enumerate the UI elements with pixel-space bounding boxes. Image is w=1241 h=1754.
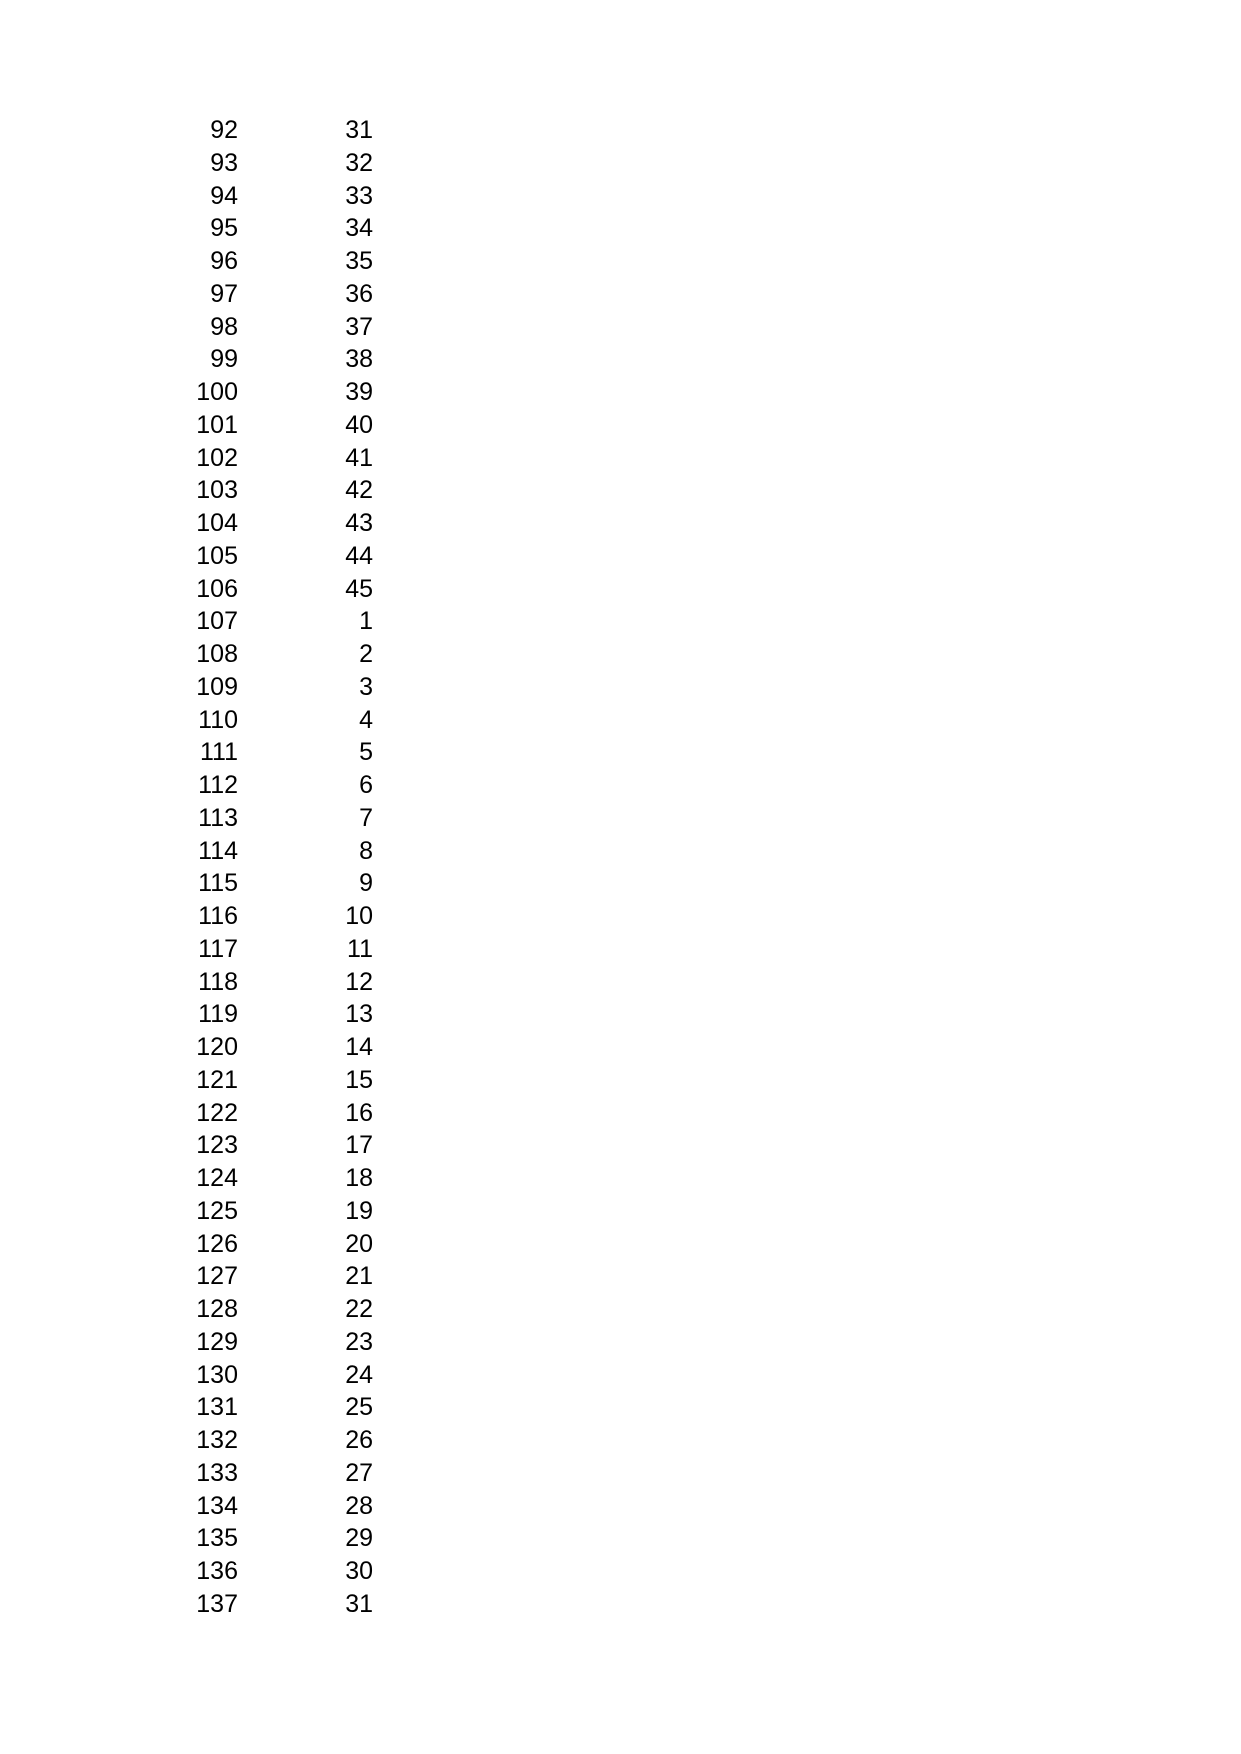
table-row — [0, 1391, 373, 1424]
left-number-cell: 96 — [210, 247, 238, 275]
table-row — [0, 802, 373, 835]
right-number-cell: 7 — [359, 803, 373, 832]
right-number-cell: 35 — [345, 247, 373, 275]
table-row — [0, 1490, 373, 1523]
right-number-cell: 40 — [345, 410, 373, 439]
left-number-cell: 131 — [196, 1393, 238, 1422]
table-row — [0, 442, 373, 475]
right-number-cell: 26 — [345, 1426, 373, 1454]
table-row — [0, 1326, 373, 1359]
right-number-cell: 15 — [345, 1065, 373, 1094]
table-row — [0, 376, 373, 409]
left-number-cell: 117 — [198, 934, 238, 963]
right-number-cell: 36 — [345, 279, 373, 308]
table-row — [0, 998, 373, 1031]
table-row — [0, 409, 373, 442]
left-number-cell: 123 — [196, 1131, 238, 1160]
left-number-cell: 136 — [196, 1557, 238, 1585]
table-row — [0, 507, 373, 540]
left-number-cell: 95 — [210, 214, 238, 243]
left-number-cell: 102 — [196, 443, 238, 472]
left-number-cell: 111 — [199, 738, 238, 767]
left-number-cell: 118 — [198, 967, 238, 996]
table-row — [0, 147, 373, 180]
right-number-cell: 34 — [345, 214, 373, 243]
left-number-cell: 125 — [196, 1196, 238, 1225]
left-number-cell: 130 — [196, 1360, 238, 1389]
left-number-cell: 126 — [196, 1229, 238, 1258]
table-row — [0, 1555, 373, 1588]
right-number-cell: 20 — [345, 1229, 373, 1258]
left-number-cell: 108 — [196, 640, 238, 668]
table-row — [0, 867, 373, 900]
right-number-cell: 44 — [345, 541, 373, 570]
left-number-cell: 92 — [210, 116, 238, 144]
table-row — [0, 671, 373, 704]
left-number-cell: 97 — [210, 279, 238, 308]
left-number-cell: 122 — [196, 1098, 238, 1127]
right-number-cell: 11 — [347, 934, 373, 963]
left-number-cell: 115 — [198, 869, 238, 898]
right-number-cell: 17 — [345, 1131, 373, 1160]
right-number-cell: 18 — [345, 1164, 373, 1192]
table-row — [0, 900, 373, 933]
left-number-cell: 105 — [196, 541, 238, 570]
left-number-cell: 112 — [198, 771, 238, 799]
right-number-cell: 13 — [345, 1000, 373, 1029]
left-number-cell: 135 — [196, 1524, 238, 1553]
table-row — [0, 1260, 373, 1293]
table-row — [0, 1129, 373, 1162]
table-row — [0, 966, 373, 999]
right-number-cell: 31 — [345, 116, 373, 144]
table-row — [0, 933, 373, 966]
table-row — [0, 605, 373, 638]
left-number-cell: 120 — [196, 1033, 238, 1061]
right-number-cell: 3 — [359, 672, 373, 701]
right-number-cell: 2 — [359, 640, 373, 668]
right-number-cell: 8 — [359, 836, 373, 865]
right-number-cell: 5 — [359, 738, 373, 767]
table-row — [0, 180, 373, 213]
left-number-cell: 116 — [198, 902, 238, 930]
table-row — [0, 540, 373, 573]
left-number-cell: 107 — [196, 607, 238, 636]
table-row — [0, 704, 373, 737]
right-number-cell: 27 — [345, 1458, 373, 1487]
right-number-cell: 38 — [345, 345, 373, 374]
left-number-cell: 124 — [196, 1164, 238, 1192]
right-number-cell: 29 — [345, 1524, 373, 1553]
table-row — [0, 835, 373, 868]
right-number-cell: 16 — [345, 1098, 373, 1127]
left-number-cell: 133 — [196, 1458, 238, 1487]
right-number-cell: 39 — [345, 378, 373, 406]
right-number-cell: 24 — [345, 1360, 373, 1389]
left-number-cell: 119 — [198, 1000, 238, 1029]
table-row — [0, 1424, 373, 1457]
left-number-cell: 93 — [210, 148, 238, 177]
table-row — [0, 1162, 373, 1195]
table-row — [0, 114, 373, 147]
table-row — [0, 1457, 373, 1490]
left-number-cell: 137 — [196, 1589, 238, 1618]
table-row — [0, 245, 373, 278]
table-row — [0, 1228, 373, 1261]
left-number-cell: 132 — [196, 1426, 238, 1454]
left-number-cell: 101 — [196, 410, 238, 439]
left-number-cell: 106 — [196, 574, 238, 603]
table-row — [0, 1293, 373, 1326]
table-row — [0, 212, 373, 245]
right-number-cell: 30 — [345, 1557, 373, 1585]
right-number-cell: 32 — [345, 148, 373, 177]
right-number-cell: 31 — [345, 1589, 373, 1618]
right-number-cell: 14 — [345, 1033, 373, 1061]
right-number-cell: 12 — [345, 967, 373, 996]
table-row — [0, 474, 373, 507]
right-number-cell: 42 — [345, 476, 373, 505]
table-row — [0, 769, 373, 802]
left-number-cell: 113 — [198, 803, 238, 832]
table-row — [0, 1097, 373, 1130]
right-number-cell: 23 — [345, 1327, 373, 1356]
table-row — [0, 638, 373, 671]
table-row — [0, 1195, 373, 1228]
number-table — [0, 114, 373, 1621]
table-row — [0, 1359, 373, 1392]
left-number-cell: 128 — [196, 1295, 238, 1323]
right-number-cell: 41 — [345, 443, 373, 472]
right-number-cell: 1 — [359, 607, 373, 636]
table-row — [0, 573, 373, 606]
right-number-cell: 45 — [345, 574, 373, 603]
right-number-cell: 21 — [345, 1262, 373, 1291]
table-row — [0, 1031, 373, 1064]
table-row — [0, 278, 373, 311]
right-number-cell: 43 — [345, 509, 373, 537]
left-number-cell: 110 — [198, 705, 238, 734]
table-row — [0, 1588, 373, 1621]
right-number-cell: 6 — [359, 771, 373, 799]
right-number-cell: 4 — [359, 705, 373, 734]
right-number-cell: 37 — [345, 312, 373, 341]
right-number-cell: 10 — [345, 902, 373, 930]
left-number-cell: 127 — [196, 1262, 238, 1291]
table-row — [0, 1064, 373, 1097]
right-number-cell: 9 — [359, 869, 373, 898]
right-number-cell: 33 — [345, 181, 373, 210]
left-number-cell: 104 — [196, 509, 238, 537]
table-row — [0, 311, 373, 344]
table-row — [0, 736, 373, 769]
left-number-cell: 103 — [196, 476, 238, 505]
left-number-cell: 99 — [210, 345, 238, 374]
left-number-cell: 109 — [196, 672, 238, 701]
table-row — [0, 1522, 373, 1555]
left-number-cell: 121 — [196, 1065, 238, 1094]
left-number-cell: 134 — [196, 1491, 238, 1520]
left-number-cell: 114 — [198, 836, 238, 865]
right-number-cell: 19 — [345, 1196, 373, 1225]
left-number-cell: 100 — [196, 378, 238, 406]
right-number-cell: 25 — [345, 1393, 373, 1422]
right-number-cell: 22 — [345, 1295, 373, 1323]
left-number-cell: 129 — [196, 1327, 238, 1356]
left-number-cell: 98 — [210, 312, 238, 341]
right-number-cell: 28 — [345, 1491, 373, 1520]
left-number-cell: 94 — [210, 181, 238, 210]
table-row — [0, 343, 373, 376]
